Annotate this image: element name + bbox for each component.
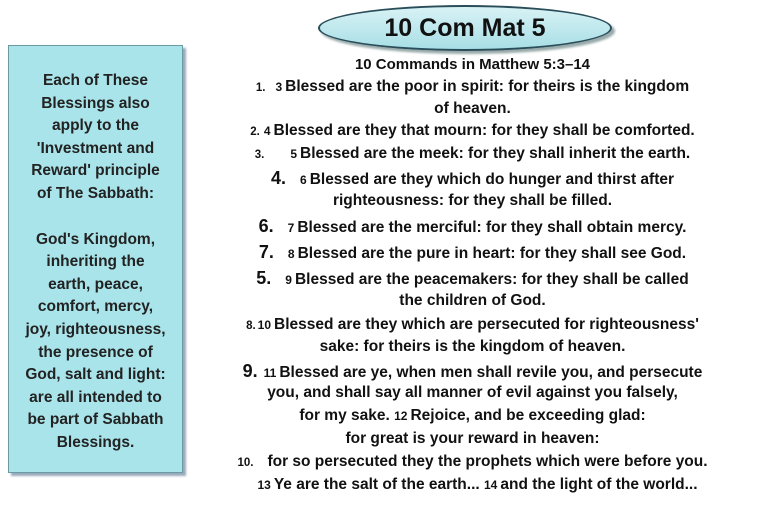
verse-number: 8	[287, 247, 295, 261]
verse-number: 14	[484, 478, 498, 492]
verse-number: 6	[300, 173, 307, 187]
item-text: sake: for theirs is the kingdom of heaven.	[319, 338, 626, 355]
item-text: you, and shall say all manner of evil against you falsely,	[267, 384, 678, 401]
sidebar-line: Blessings also	[41, 94, 150, 112]
list-item	[190, 268, 755, 290]
item-text: Blessed are the peacemakers: for they shall be called	[294, 271, 689, 288]
list-item	[190, 121, 755, 142]
item-number: 9.	[242, 361, 258, 381]
list-item	[190, 406, 755, 426]
list-item	[190, 242, 755, 264]
item-text: Blessed are ye, when men shall revile you, and persecute	[279, 364, 703, 381]
verse-number: 9	[285, 273, 292, 287]
item-number: 5.	[256, 268, 272, 288]
sidebar-line: Each of These	[42, 72, 149, 89]
list-item	[190, 315, 755, 336]
list-item	[190, 144, 755, 165]
sidebar-line: Blessings.	[56, 433, 135, 451]
sidebar-line: be part of Sabbath	[27, 411, 164, 429]
item-text: Blessed are they that mourn: for they shall be comforted.	[273, 122, 695, 139]
item-text: righteousness: for they shall be filled.	[332, 192, 613, 209]
sidebar-line: inheriting the	[46, 253, 145, 271]
list-item	[190, 77, 755, 98]
item-number: 4.	[270, 168, 286, 188]
item-text: of heaven.	[434, 100, 511, 117]
list-item	[190, 216, 755, 238]
item-text: Blessed are the meek: for they shall inherit the earth.	[300, 145, 691, 162]
item-text: and the light of the world...	[500, 476, 698, 493]
item-text: Rejoice, and be exceeding glad:	[410, 407, 646, 424]
sidebar-line: are all intended to	[29, 388, 162, 406]
item-number: 8.	[246, 320, 256, 332]
list-item	[190, 99, 755, 119]
item-text: Blessed are the poor in spirit: for theirs is the kingdom	[285, 78, 690, 95]
item-text: for so persecuted they the prophets which were before you.	[267, 453, 708, 470]
sidebar-line: joy, righteousness,	[25, 320, 166, 338]
sidebar-line: the presence of	[38, 343, 153, 361]
verse-number: 3	[275, 80, 283, 94]
verse-number: 11	[263, 366, 277, 380]
sidebar-line: comfort, mercy,	[37, 298, 154, 316]
item-text: for my sake.	[299, 407, 390, 424]
list-item	[190, 429, 755, 449]
item-number: 1.	[255, 82, 266, 94]
item-text: the children of God.	[399, 292, 546, 309]
sidebar-line: earth, peace,	[48, 275, 143, 293]
list-item	[190, 475, 755, 495]
item-number: 10.	[237, 457, 254, 469]
sidebar-line: apply to the	[52, 117, 139, 135]
page-title: 10 Com Mat 5	[384, 13, 546, 42]
verse-number: 10	[257, 318, 272, 332]
verse-number: 5	[290, 147, 298, 161]
sidebar-line: God's Kingdom,	[35, 230, 156, 248]
item-text: Blessed are the pure in heart: for they shall see God.	[297, 245, 687, 262]
item-number: 7.	[258, 242, 274, 262]
list-item	[190, 361, 755, 383]
item-text: Blessed are they which do hunger and thirst after	[309, 171, 675, 188]
sidebar-line: of The Sabbath:	[36, 184, 155, 202]
verse-number: 7	[287, 221, 295, 235]
list-item	[190, 383, 755, 403]
item-text: for great is your reward in heaven:	[345, 430, 600, 447]
verse-number: 12	[394, 409, 408, 423]
item-number: 3.	[254, 149, 265, 161]
list-item	[190, 291, 755, 311]
verse-number: 13	[257, 478, 271, 492]
item-text: Ye are the salt of the earth...	[273, 476, 480, 493]
sidebar-line: Reward' principle	[31, 162, 160, 180]
list-item	[190, 191, 755, 211]
verse-number: 4	[263, 124, 271, 138]
list-item	[190, 452, 755, 473]
sidebar-line: God, salt and light:	[25, 366, 166, 384]
item-text: Blessed are they which are persecuted for righteousness'	[274, 316, 699, 333]
sidebar-line: 'Investment and	[36, 139, 155, 157]
item-number: 2.	[250, 126, 260, 138]
item-number: 6.	[258, 216, 274, 236]
list-heading: 10 Commands in Matthew 5:3–14	[354, 56, 591, 73]
list-item	[190, 168, 755, 190]
item-text: Blessed are the merciful: for they shall obtain mercy.	[297, 219, 687, 236]
list-item	[190, 337, 755, 357]
